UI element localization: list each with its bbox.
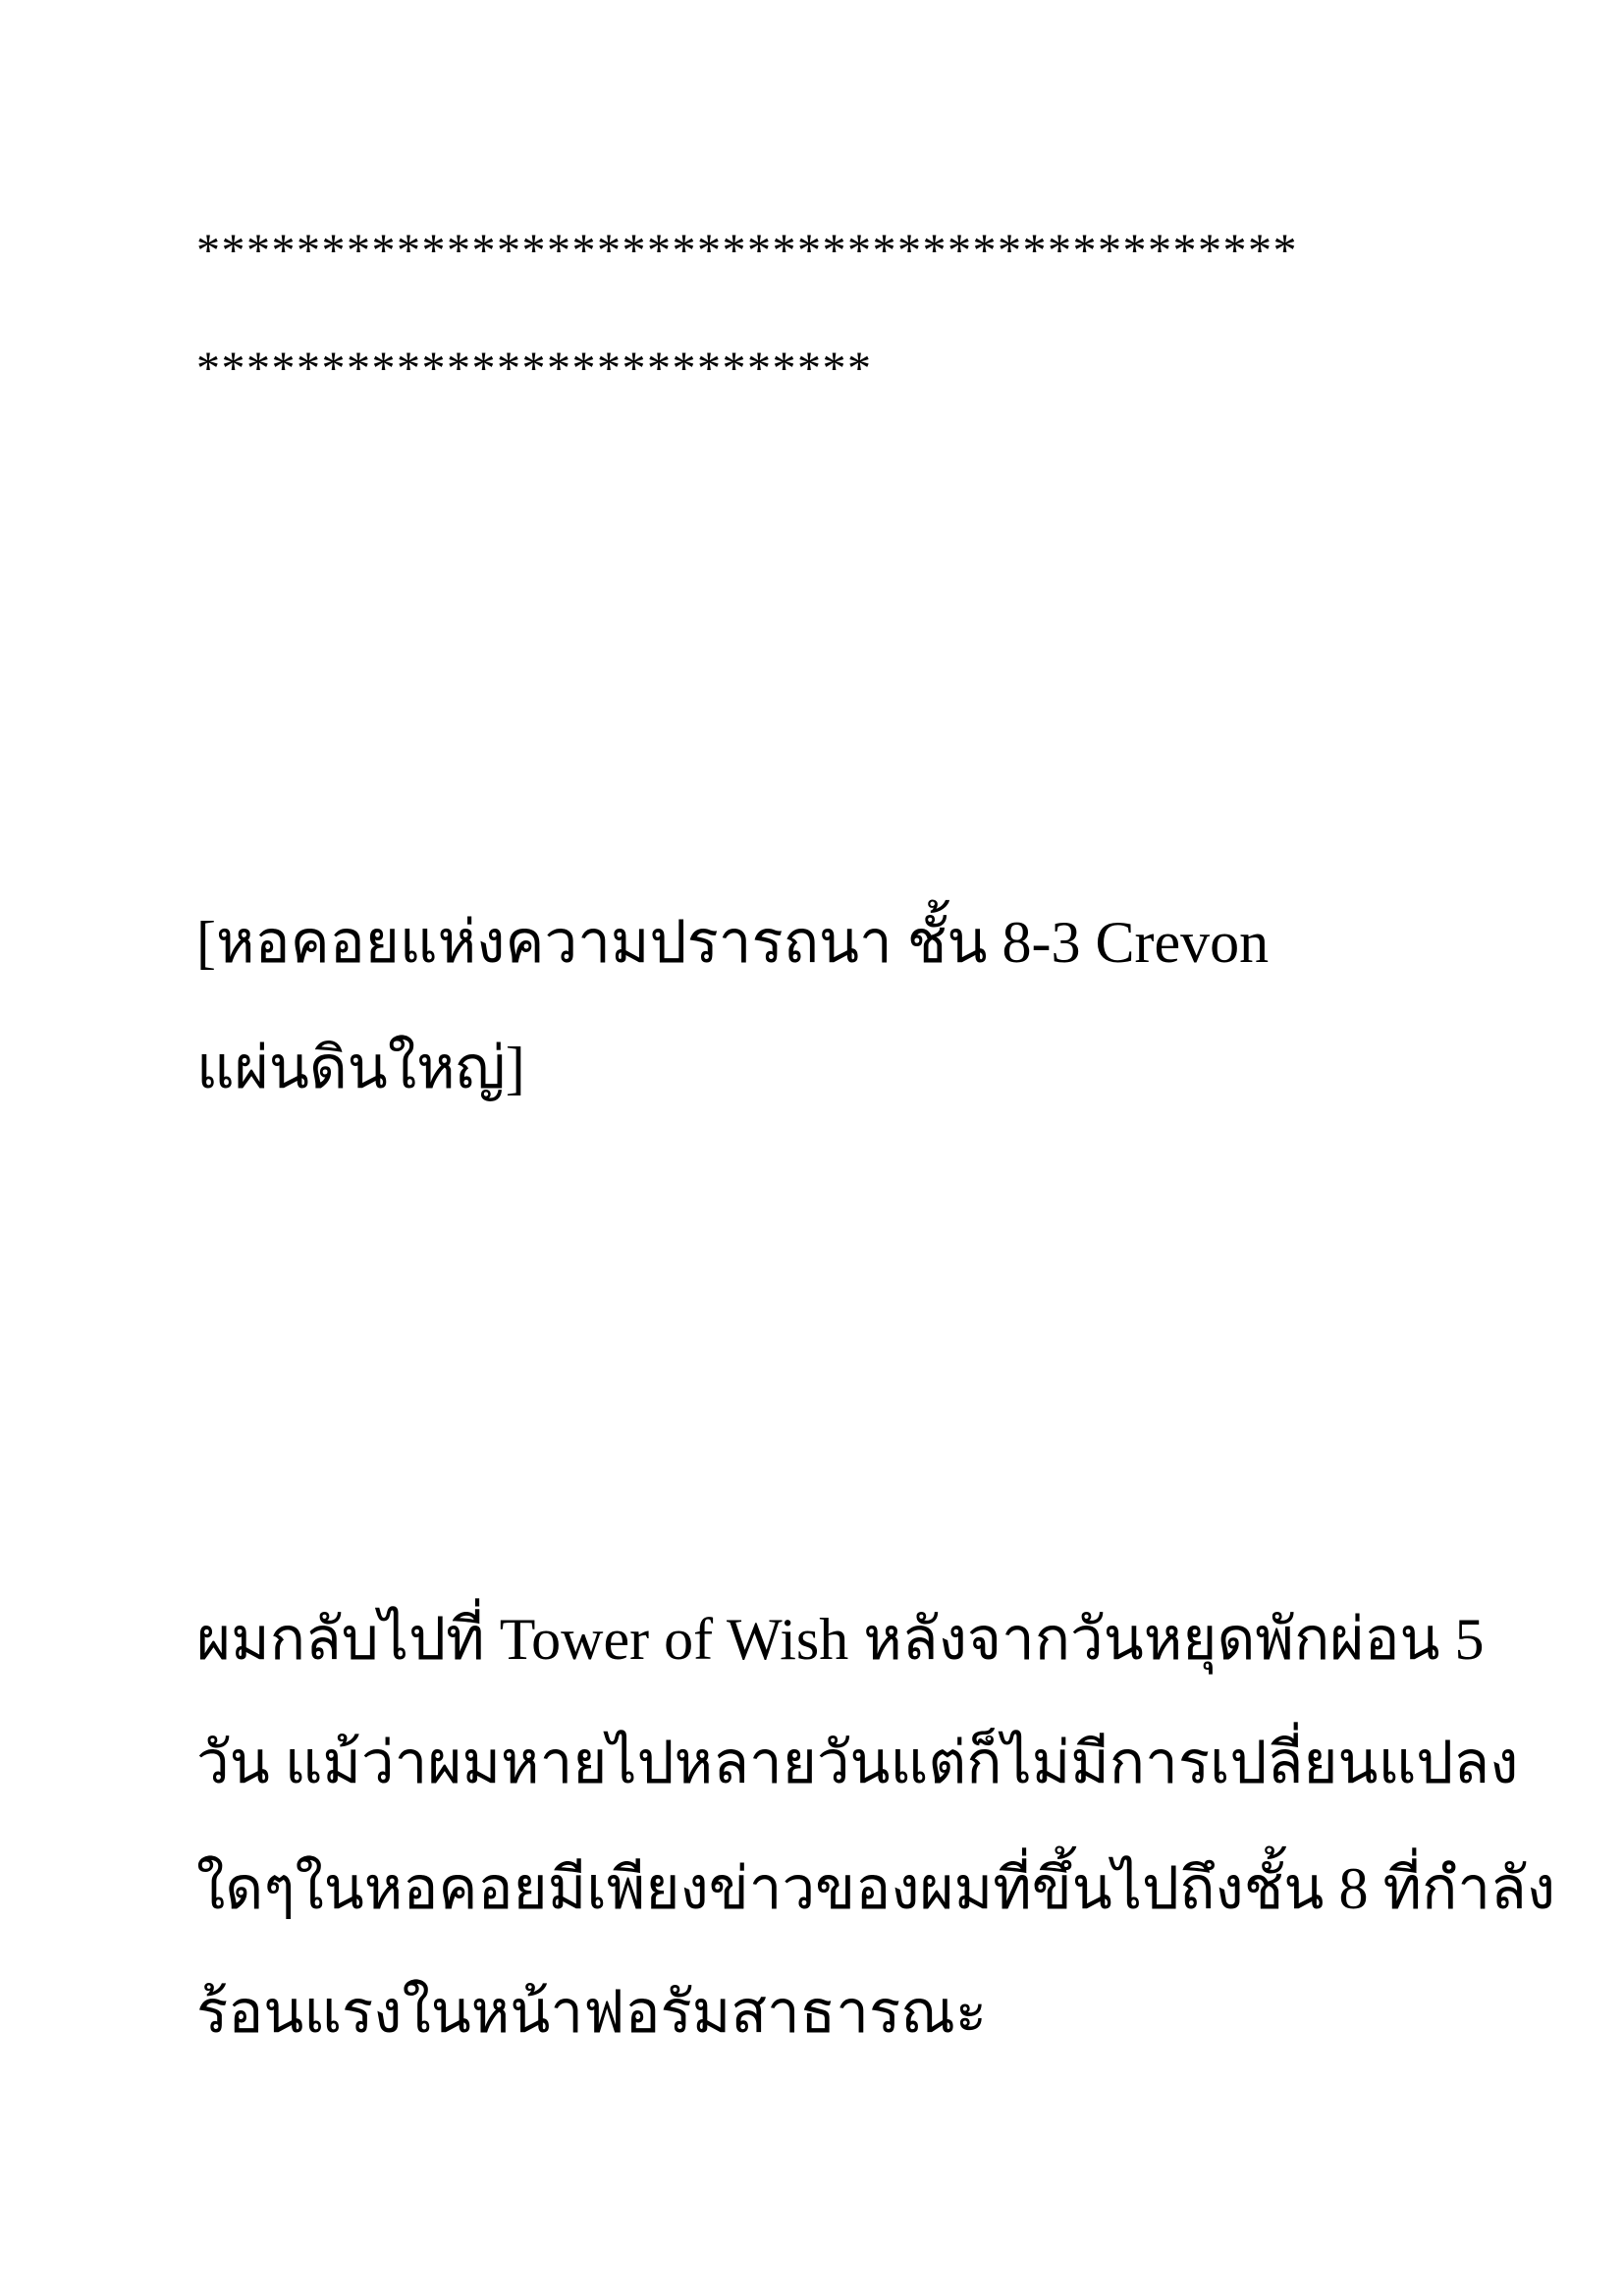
separator-line-1: ******************************************** bbox=[196, 225, 1298, 277]
paragraph-line-4: ร้อนแรงในหน้าฟอรัมสาธารณะ bbox=[196, 1980, 988, 2045]
separator-line-2: *************************** bbox=[196, 343, 873, 395]
paragraph-line-2: วัน แม้ว่าผมหายไปหลายวันแต่ก็ไม่มีการเปลี่ยนแปลง bbox=[196, 1731, 1519, 1795]
heading-line-2: แผ่นดินใหญ่] bbox=[196, 1036, 525, 1100]
paragraph-line-3: ใดๆในหอคอยมีเพียงข่าวของผมที่ขึ้นไปถึงชั้น 8 ที่กำลัง bbox=[196, 1856, 1556, 1921]
heading-line-1: [หอคอยแห่งความปรารถนา ชั้น 8-3 Crevon bbox=[196, 910, 1270, 975]
paragraph-line-1: ผมกลับไปที่ Tower of Wish หลังจากวันหยุดพักผ่อน 5 bbox=[196, 1607, 1485, 1672]
